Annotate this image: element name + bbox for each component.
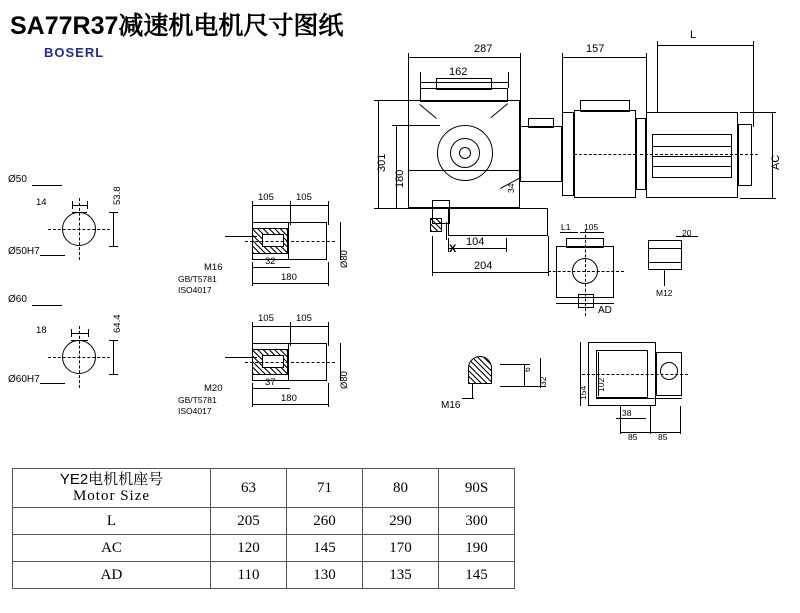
ext-line [252,201,253,225]
dim-AD: AD [598,305,612,316]
hollow-bolt-label: M16 [204,262,223,273]
ext-line [290,201,291,225]
table-cell: 205 [211,508,287,535]
ext-line [328,322,329,346]
section-centerline-h [548,271,624,272]
flange-base-line [596,398,682,399]
coupling-adapter [520,126,562,182]
hollow-dim-32: 32 [265,256,276,267]
table-header-name-cn: YE2电机机座号 [59,471,164,488]
ext-line [500,386,546,387]
motor-size-table [12,468,515,589]
brand-logo: BOSERL [44,45,105,60]
dim-105: 105 [584,222,599,232]
dim-line-32 [252,267,290,268]
standard-line-2: ISO4017 [178,285,212,295]
ext-line [420,72,421,88]
hollow-divider [288,343,289,381]
gearbox-lower-section [408,170,520,208]
dim-line-105 [580,232,604,233]
dim-L1: L1 [561,222,571,232]
table-row-label-L: L [13,508,211,535]
dim-104: 104 [466,236,485,248]
dim-line-104 [448,248,506,249]
dim-line-key-width [72,205,87,206]
bolt-label-m12: M12 [656,288,673,298]
dim-line-204 [432,272,548,273]
table-row [13,508,515,535]
callout-x-leader [446,222,447,240]
ext-line [290,322,291,346]
ext-line [548,236,549,276]
table-header-size-1: 71 [287,469,363,508]
ext-line [520,53,521,129]
gearbox-top-flange [420,88,508,102]
dim-20: 20 [682,228,692,238]
ext-line [680,406,681,434]
table-header-size-3: 90S [439,469,515,508]
key-leader-h [462,398,474,399]
table-header-size-0: 63 [211,469,287,508]
ext-line [432,236,433,276]
motor-fin-line [652,156,732,157]
table-header-size-2: 80 [363,469,439,508]
shaft-height-label: 64.4 [112,314,123,333]
table-cell: 290 [363,508,439,535]
table-cell: 145 [439,562,515,589]
hollow-divider [288,222,289,260]
dim-102: 102 [596,377,606,392]
callout-x: X [449,243,457,255]
ext-line [753,41,754,127]
dim-line-AD [556,303,614,304]
table-header-name-en: Motor Size [72,488,151,504]
dim-204: 204 [474,260,493,272]
shaft-centerline-v [79,198,80,260]
bolt-detail-box [648,240,682,270]
ext-line [657,41,658,113]
dim-32: 32 [538,376,548,386]
dim-line-L1 [560,232,578,233]
table-cell: 170 [363,535,439,562]
motor-centerline [574,154,636,155]
bolt-leader [664,270,665,286]
shaft-key-width-label: 14 [36,197,47,208]
dim-line-105b [290,205,328,206]
table-cell: 110 [211,562,287,589]
table-cell: 190 [439,535,515,562]
hollow-dia-label: Ø80 [339,250,350,268]
coupling-collar [528,118,554,128]
dim-line-180 [252,283,328,284]
ext-line [252,383,253,407]
ext-line [408,53,409,101]
standard-line-2: ISO4017 [178,406,212,416]
motor-terminal-box [580,100,630,112]
table-header-name [13,469,211,508]
key-leader [472,384,473,398]
ext-line [252,322,253,346]
dim-154: 154 [578,385,588,400]
dim-line-height [113,212,114,246]
dim-85-a: 85 [628,432,638,442]
motor-fin-line [652,146,732,147]
hollow-dim-105-b: 105 [296,192,312,203]
table-row-label-AC: AC [13,535,211,562]
ext-line [740,198,776,199]
table-row-label-AD: AD [13,562,211,589]
ext-line [374,208,454,209]
standard-line-1: GB/T5781 [178,395,217,405]
ext-line [650,406,651,434]
dim-line-180 [252,404,328,405]
shaft-height-label: 53.8 [112,186,123,205]
leader-line [32,305,62,306]
hollow-dia-label: Ø80 [339,371,350,389]
hollow-dim-180: 180 [281,272,297,283]
table-row-header [13,469,515,508]
gearbox-output-shaft [459,147,471,159]
shaft-outer-label: Ø50 [8,174,27,185]
key-label-m16: M16 [441,400,461,411]
table-cell: 135 [363,562,439,589]
ext-line [328,201,329,225]
table-cell: 130 [287,562,363,589]
hollow-dim-180: 180 [281,393,297,404]
mounting-base [448,208,548,236]
dim-line-105a [252,205,290,206]
dim-line-key-width [71,333,88,334]
ext-line [506,238,507,252]
ext-line [392,125,440,126]
table-cell: 120 [211,535,287,562]
dim-line-105a [252,326,290,327]
section-foot [578,294,594,308]
dim-line-height [113,340,114,374]
dim-301: 301 [376,153,388,172]
foot-hatch [430,218,442,232]
ext-line [328,262,329,286]
motor-axis [640,154,758,155]
dim-L: L [690,29,697,41]
ext-line [740,112,776,113]
table-row [13,535,515,562]
dim-287: 287 [474,43,493,55]
dim-tick-a [72,201,73,209]
ext-line [562,53,563,113]
dim-tick-c [109,212,118,213]
dim-38: 38 [622,408,632,418]
dim-157: 157 [586,43,605,55]
dim-tick-d [109,374,118,375]
ext-line [646,53,647,113]
ext-line [252,262,253,286]
shaft-key-width-label: 18 [36,325,47,336]
dim-line-105b [290,326,328,327]
hollow-dim-37: 37 [265,377,276,388]
hollow-dim-105-a: 105 [258,313,274,324]
table-row [13,562,515,589]
dim-AC: AC [770,154,782,170]
ext-line [620,406,621,434]
dim-line-157 [562,57,646,58]
hollow-bolt-label: M20 [204,383,223,394]
dim-162: 162 [449,66,468,78]
motor-fan-cover [738,124,752,186]
motor-fin-line [652,166,732,167]
page-title: SA77R37减速机电机尺寸图纸 [10,12,344,40]
ext-line [508,72,509,88]
dim-tick-c [109,340,118,341]
shaft-centerline-v [79,326,80,388]
shaft-fit-label: Ø60H7 [8,374,40,385]
leader-line [32,185,62,186]
leader-line-2 [40,255,65,256]
dim-85-b: 85 [658,432,668,442]
hollow-dim-105-a: 105 [258,192,274,203]
dim-line-162 [420,82,508,83]
hollow-centerline [245,241,335,242]
leader-line-2 [40,383,65,384]
dim-line-L [657,45,753,46]
bolt-leader [225,236,257,237]
adapter-flange [562,112,574,196]
ext-line [328,383,329,407]
dim-34: 34 [506,183,516,193]
shaft-outer-label: Ø60 [8,294,27,305]
table-cell: 145 [287,535,363,562]
table-cell: 300 [439,508,515,535]
hollow-centerline [245,362,335,363]
dim-line-180v [396,125,397,208]
bolt-detail-line [648,248,682,249]
dim-6: 6 [522,367,532,372]
dim-line-37 [252,388,290,389]
dim-tick-b [88,329,89,337]
flange-bore [660,362,678,380]
ext-line [500,364,530,365]
dim-tick-d [109,246,118,247]
shaft-fit-label: Ø50H7 [8,246,40,257]
bolt-leader [225,357,257,358]
dim-tick-a [71,329,72,337]
table-cell: 260 [287,508,363,535]
bolt-detail-line [648,262,682,263]
key-shape [468,356,492,384]
dim-line-287 [408,57,520,58]
ext-line [374,100,410,101]
dim-tick-b [87,201,88,209]
standard-line-1: GB/T5781 [178,274,217,284]
dim-180: 180 [394,169,406,188]
hollow-dim-105-b: 105 [296,313,312,324]
gearbox-cap [436,78,492,90]
